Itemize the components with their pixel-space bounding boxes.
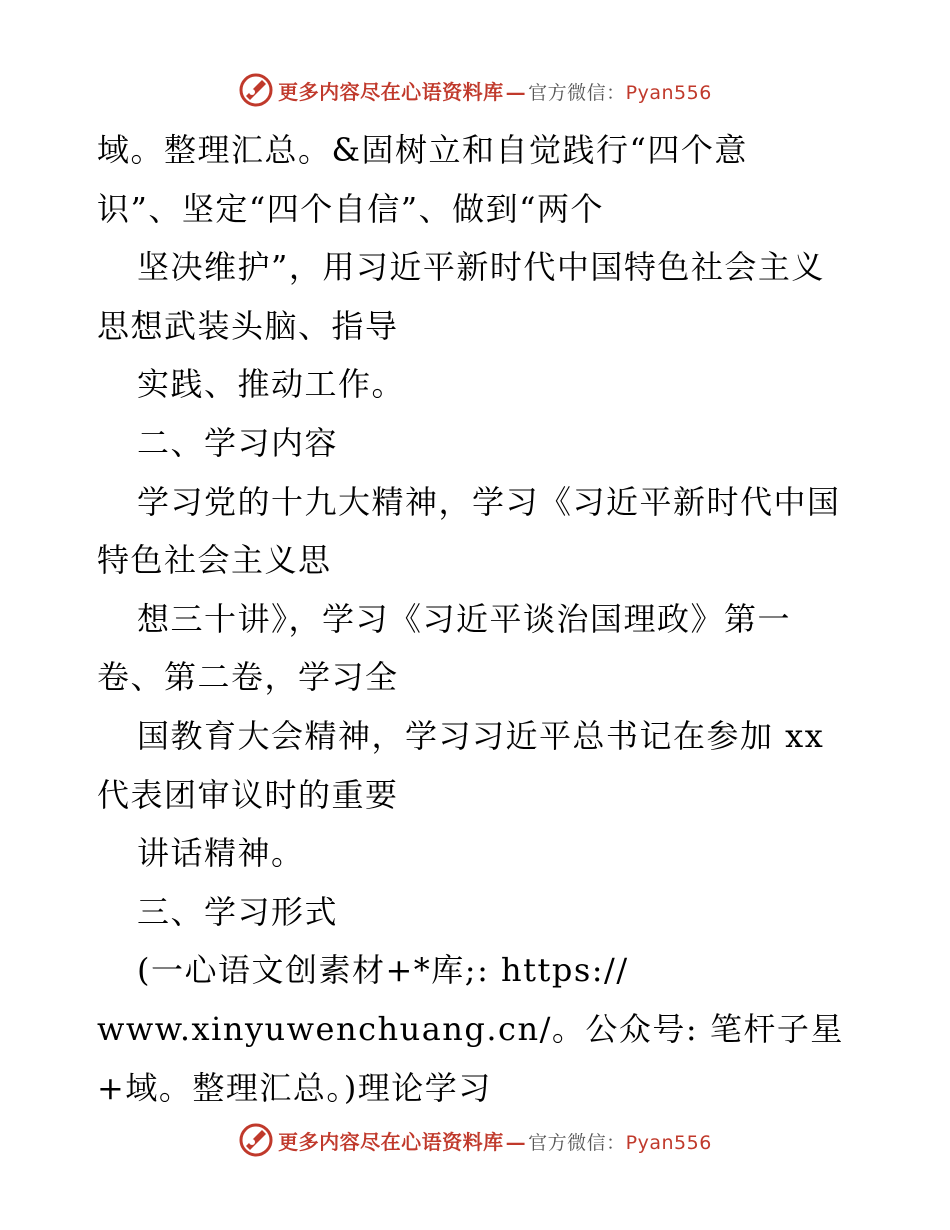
text-line: 坚决维护”，用习近平新时代中国特色社会主义	[137, 248, 825, 287]
text-line: 三、学习形式	[137, 892, 339, 931]
brand-logo-icon	[238, 1122, 274, 1158]
footer-banner	[0, 1120, 950, 1160]
header-wechat-id: Pyan556	[625, 81, 712, 104]
document-body	[97, 121, 887, 1117]
text-line: 代表团审议时的重要	[97, 775, 399, 814]
footer-sub: 官方微信：	[528, 1131, 626, 1154]
brand-logo-icon	[238, 72, 274, 108]
text-line: 国教育大会精神，学习习近平总书记在参加 xx	[137, 716, 825, 755]
text-line: 思想武装头脑、指导	[97, 306, 399, 345]
text-line: +域。整理汇总。)理论学习	[97, 1068, 492, 1107]
text-line: 二、学习内容	[137, 423, 339, 462]
text-line: 特色社会主义思	[97, 541, 332, 580]
text-line: 卷、第二卷，学习全	[97, 658, 399, 697]
text-line: www.xinyuwenchuang.cn/。公众号: 笔杆子星	[97, 1009, 844, 1048]
footer-banner-text	[278, 1126, 712, 1155]
footer-brand: 更多内容尽在心语资料库	[278, 1129, 504, 1154]
text-line: 想三十讲》，学习《习近平谈治国理政》第一	[137, 599, 792, 638]
header-banner-text	[278, 76, 712, 105]
header-sub: 官方微信：	[528, 81, 626, 104]
footer-dash: —	[505, 1129, 527, 1154]
text-line: 讲话精神。	[137, 834, 305, 873]
header-brand: 更多内容尽在心语资料库	[278, 79, 504, 104]
text-line: 域。整理汇总。&固树立和自觉践行“四个意	[97, 131, 748, 169]
text-line: 实践、推动工作。	[137, 365, 406, 404]
text-line: 识”、坚定“四个自信”、做到“两个	[97, 189, 604, 228]
text-line: 学习党的十九大精神，学习《习近平新时代中国	[137, 482, 841, 521]
header-banner	[0, 70, 950, 110]
text-line: (一心语文创素材+*库;: https://	[137, 951, 629, 990]
footer-wechat-id: Pyan556	[625, 1131, 712, 1154]
header-dash: —	[505, 79, 527, 104]
